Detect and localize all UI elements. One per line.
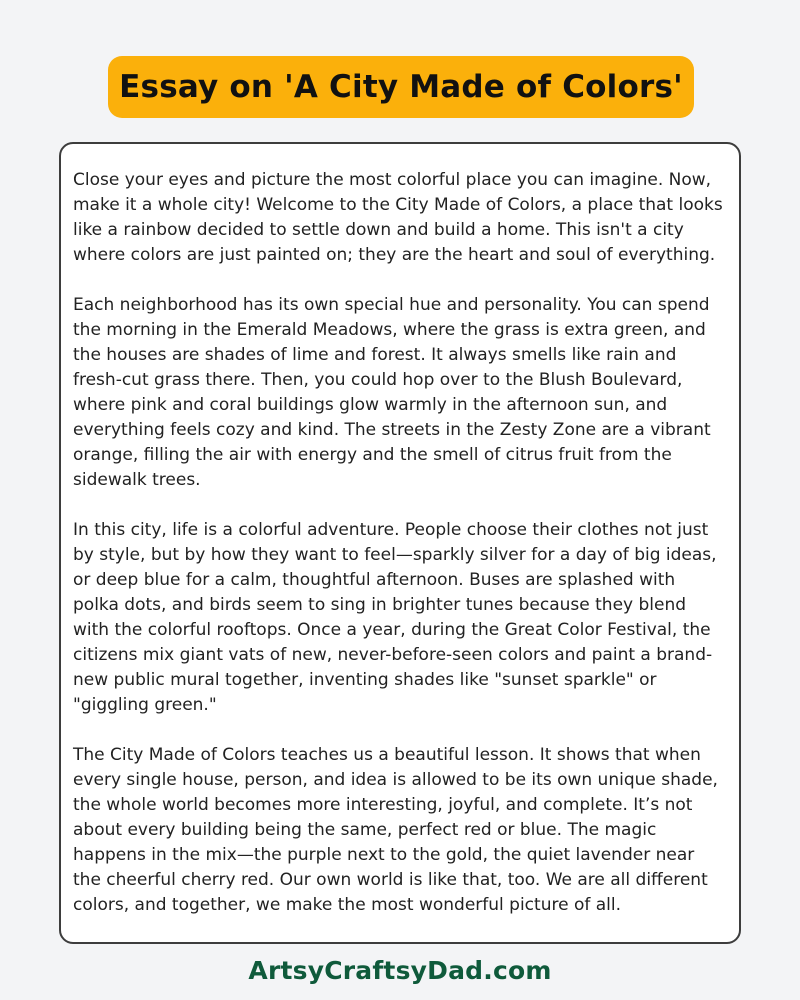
essay-paragraph-1: Close your eyes and picture the most colorful place you can imagine. Now, make it a whole city! Welcome to the City Made of Colors, a place that looks like a rainbow decided to settle down and build a home. This isn't a city where colors are just painted on; they are the heart and soul of everything. [73,170,723,265]
essay-card [59,142,741,944]
page-title: Essay on 'A City Made of Colors' [119,69,683,105]
title-banner [108,56,694,118]
essay-paragraph-2: Each neighborhood has its own special hue and personality. You can spend the morning in the Emerald Meadows, where the grass is extra green, and the houses are shades of lime and forest. It always smells like rain and fresh-cut grass there. Then, you could hop over to the Blush Boulevard, where pink and coral buildings glow warmly in the afternoon sun, and everything feels cozy and kind. The streets in the Zesty Zone are a vibrant orange, filling the air with energy and the smell of citrus fruit from the sidewalk trees. [73,295,711,490]
essay-paragraph-3: In this city, life is a colorful adventure. People choose their clothes not just by style, but by how they want to feel—sparkly silver for a day of big ideas, or deep blue for a calm, thoughtful afternoon. Buses are splashed with polka dots, and birds seem to sing in brighter tunes because they blend with the colorful rooftops. Once a year, during the Great Color Festival, the citizens mix giant vats of new, never-before-seen colors and paint a brand-new public mural together, inventing shades like "sunset sparkle" or "giggling green." [73,520,717,715]
footer-credit: ArtsyCraftsyDad.com [248,956,552,985]
essay-paragraph-4: The City Made of Colors teaches us a beautiful lesson. It shows that when every single house, person, and idea is allowed to be its own unique shade, the whole world becomes more interesting, joyful, and complete. It’s not about every building being the same, perfect red or blue. The magic happens in the mix—the purple next to the gold, the quiet lavender near the cheerful cherry red. Our own world is like that, too. We are all different colors, and together, we make the most wonderful picture of all. [73,745,718,915]
